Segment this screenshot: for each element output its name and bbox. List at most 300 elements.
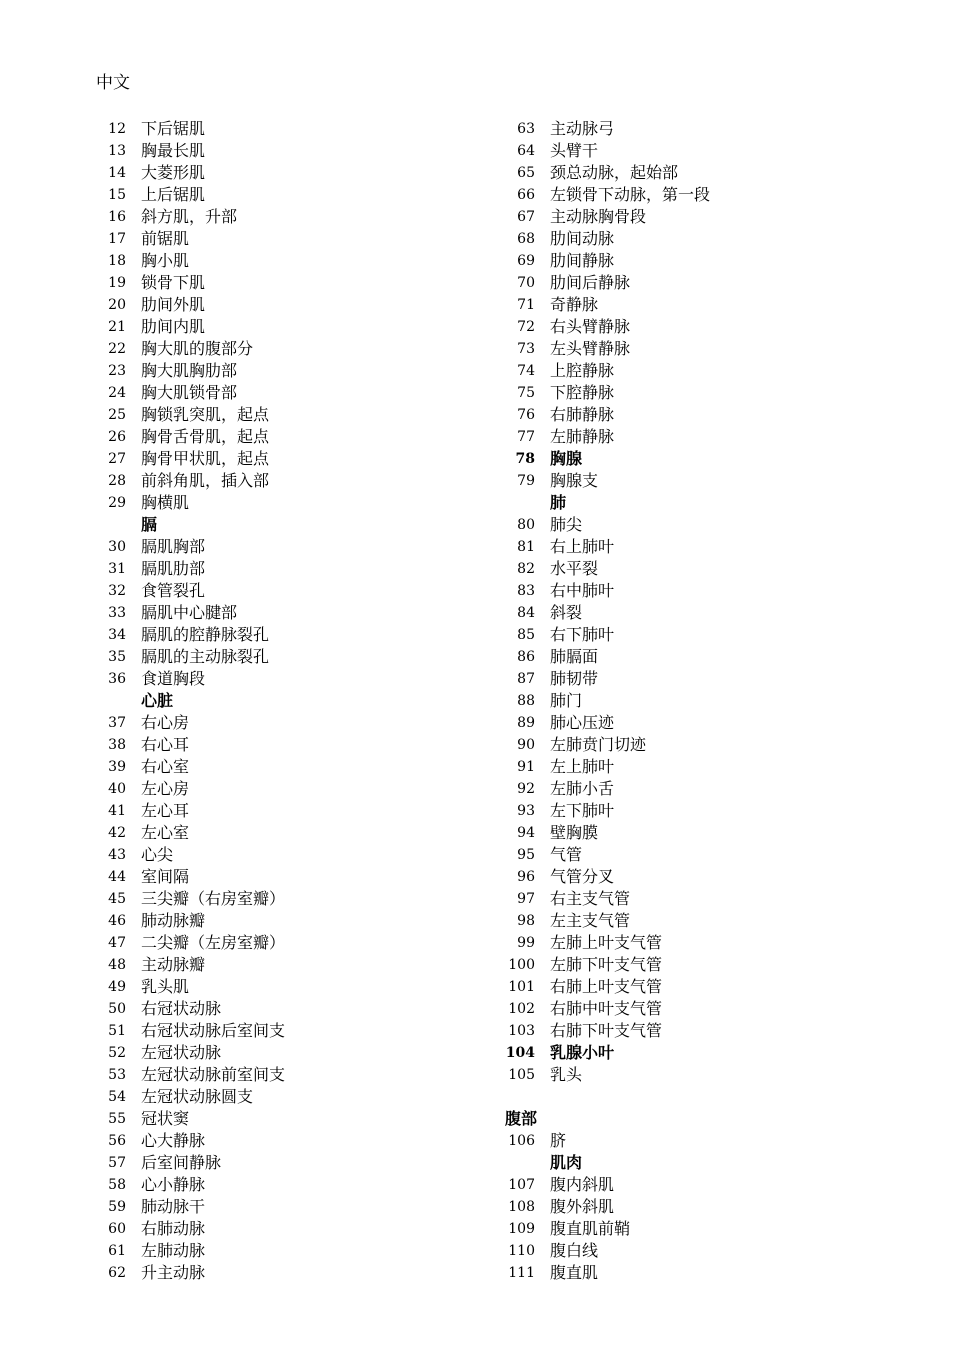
list-item [96,646,496,668]
item-label: 左心室 [141,823,190,842]
list-item [505,844,925,866]
item-number: 110 [508,1243,535,1259]
item-label: 左冠状动脉圆支 [141,1087,254,1106]
list-item [505,206,925,228]
item-number: 103 [508,1023,535,1039]
item-number: 63 [517,121,535,137]
item-number: 55 [108,1111,126,1127]
list-item [96,1042,496,1064]
item-number: 27 [108,451,126,467]
list-item [505,822,925,844]
list-item [505,1218,925,1240]
list-item [505,228,925,250]
item-label: 肺尖 [550,515,583,534]
item-label: 上腔静脉 [550,361,615,380]
item-label: 食道胸段 [141,669,206,688]
list-item [505,624,925,646]
item-number: 58 [108,1177,126,1193]
item-label: 胸大肌的腹部分 [141,339,254,358]
list-item [96,1196,496,1218]
item-label: 膈肌的主动脉裂孔 [141,647,270,666]
item-label: 主动脉弓 [550,119,615,138]
section-heading [505,1108,925,1130]
item-number: 34 [108,627,126,643]
item-label: 右心房 [141,713,190,732]
item-number: 60 [108,1221,126,1237]
item-number: 78 [515,451,535,467]
item-label: 左肺动脉 [141,1241,206,1260]
item-number: 41 [108,803,126,819]
item-label: 下腔静脉 [550,383,615,402]
list-item [505,1196,925,1218]
item-number: 21 [108,319,126,335]
item-number: 45 [108,891,126,907]
item-number: 24 [108,385,126,401]
list-item [96,602,496,624]
list-item [505,1130,925,1152]
list-item [96,492,496,514]
item-number: 102 [508,1001,535,1017]
item-number: 12 [108,121,126,137]
item-number: 65 [517,165,535,181]
item-number: 26 [108,429,126,445]
list-item [96,932,496,954]
item-label: 左肺贲门切迹 [550,735,647,754]
list-item [96,668,496,690]
item-number: 72 [517,319,535,335]
item-number: 107 [508,1177,535,1193]
item-label: 斜裂 [550,603,583,622]
list-item [505,272,925,294]
item-number: 17 [108,231,126,247]
item-number: 95 [517,847,535,863]
item-number: 30 [108,539,126,555]
item-number: 18 [108,253,126,269]
list-item [96,206,496,228]
item-number: 39 [108,759,126,775]
item-label: 乳头 [550,1065,583,1084]
item-label: 胸骨甲状肌，起点 [141,449,270,468]
item-label: 胸横肌 [141,493,190,512]
subsection-heading [505,492,925,514]
item-label: 胸锁乳突肌，起点 [141,405,270,424]
item-number: 87 [517,671,535,687]
item-label: 膈肌胸部 [141,537,206,556]
list-item [505,140,925,162]
list-item [505,976,925,998]
item-label: 膈肌中心腱部 [141,603,238,622]
list-item [505,1240,925,1262]
item-number: 76 [517,407,535,423]
item-label: 大菱形肌 [141,163,206,182]
item-label: 冠状窦 [141,1109,190,1128]
list-item [96,1064,496,1086]
list-item [96,822,496,844]
item-number: 68 [517,231,535,247]
item-number: 85 [517,627,535,643]
item-number: 94 [517,825,535,841]
item-number: 111 [508,1265,535,1281]
item-number: 73 [517,341,535,357]
item-number: 97 [517,891,535,907]
right-column-list [505,118,925,1284]
item-number: 52 [108,1045,126,1061]
list-item [505,448,925,470]
item-label: 右主支气管 [550,889,631,908]
list-item [96,712,496,734]
item-number: 86 [517,649,535,665]
list-item [96,800,496,822]
item-label: 右中肺叶 [550,581,615,600]
item-number: 43 [108,847,126,863]
list-item [505,558,925,580]
list-item [96,118,496,140]
item-number: 64 [517,143,535,159]
item-number: 59 [108,1199,126,1215]
item-label: 后室间静脉 [141,1153,222,1172]
item-number: 40 [108,781,126,797]
list-item [505,932,925,954]
item-number: 82 [517,561,535,577]
item-number: 15 [108,187,126,203]
item-number: 28 [108,473,126,489]
item-label: 水平裂 [550,559,599,578]
item-number: 79 [517,473,535,489]
list-item [96,316,496,338]
item-number: 20 [108,297,126,313]
list-item [505,690,925,712]
item-number: 37 [108,715,126,731]
list-item [96,162,496,184]
item-label: 胸大肌锁骨部 [141,383,238,402]
list-item [96,844,496,866]
item-label: 左主支气管 [550,911,631,930]
item-label: 右上肺叶 [550,537,615,556]
item-number: 69 [517,253,535,269]
item-number: 56 [108,1133,126,1149]
list-item [505,800,925,822]
list-item [505,536,925,558]
item-label: 左上肺叶 [550,757,615,776]
item-label: 胸最长肌 [141,141,206,160]
item-label: 肺膈面 [550,647,599,666]
list-item [505,118,925,140]
item-number: 36 [108,671,126,687]
item-number: 90 [517,737,535,753]
item-number: 31 [108,561,126,577]
item-number: 14 [108,165,126,181]
list-item [505,866,925,888]
list-item [96,250,496,272]
item-label: 膈 [141,515,158,534]
item-label: 肋间外肌 [141,295,206,314]
list-item [505,756,925,778]
list-item [96,1218,496,1240]
item-number: 98 [517,913,535,929]
item-label: 腹白线 [550,1241,599,1260]
list-item [96,624,496,646]
item-number: 75 [517,385,535,401]
item-number: 105 [508,1067,535,1083]
list-item [96,954,496,976]
item-label: 心尖 [141,845,174,864]
item-number: 67 [517,209,535,225]
item-label: 胸小肌 [141,251,190,270]
item-label: 锁骨下肌 [141,273,206,292]
list-item [96,976,496,998]
item-label: 肺门 [550,691,583,710]
item-label: 左心耳 [141,801,190,820]
list-item [505,250,925,272]
list-item [505,668,925,690]
list-item [505,646,925,668]
item-label: 腹直肌 [550,1263,599,1282]
item-number: 96 [517,869,535,885]
list-item [505,470,925,492]
list-item [505,514,925,536]
item-number: 62 [108,1265,126,1281]
item-number: 71 [517,297,535,313]
item-label: 膈肌肋部 [141,559,206,578]
item-number: 46 [108,913,126,929]
item-number: 35 [108,649,126,665]
list-item [96,382,496,404]
item-label: 气管分叉 [550,867,615,886]
list-item [96,536,496,558]
item-label: 二尖瓣（左房室瓣） [141,933,286,952]
list-item [96,1152,496,1174]
item-label: 腹外斜肌 [550,1197,615,1216]
item-number: 32 [108,583,126,599]
list-item [505,404,925,426]
item-label: 左肺静脉 [550,427,615,446]
item-number: 109 [508,1221,535,1237]
list-item [96,272,496,294]
item-label: 肺动脉干 [141,1197,206,1216]
item-number: 23 [108,363,126,379]
page-title: 中文 [96,73,130,93]
item-label: 右冠状动脉 [141,999,222,1018]
list-item [505,360,925,382]
item-number: 51 [108,1023,126,1039]
item-number: 81 [517,539,535,555]
item-label: 肺韧带 [550,669,599,688]
list-item [505,602,925,624]
item-label: 肺动脉瓣 [141,911,206,930]
item-label: 食管裂孔 [141,581,206,600]
list-item [96,426,496,448]
item-number: 108 [508,1199,535,1215]
list-item [505,316,925,338]
item-number: 57 [108,1155,126,1171]
item-label: 肋间动脉 [550,229,615,248]
item-label: 上后锯肌 [141,185,206,204]
item-label: 左肺上叶支气管 [550,933,663,952]
item-number: 44 [108,869,126,885]
list-item [505,580,925,602]
item-number: 89 [517,715,535,731]
list-item [505,778,925,800]
item-label: 右肺中叶支气管 [550,999,663,1018]
item-label: 胸骨舌骨肌，起点 [141,427,270,446]
item-number: 66 [517,187,535,203]
list-item [505,382,925,404]
item-label: 腹部 [505,1109,538,1128]
list-item [96,470,496,492]
item-label: 奇静脉 [550,295,599,314]
item-number: 61 [108,1243,126,1259]
list-item [96,580,496,602]
item-number: 101 [508,979,535,995]
item-number: 16 [108,209,126,225]
item-label: 右心耳 [141,735,190,754]
list-item [505,734,925,756]
list-item [505,712,925,734]
item-label: 左冠状动脉 [141,1043,222,1062]
item-label: 右心室 [141,757,190,776]
list-item [96,1130,496,1152]
item-label: 肺心压迹 [550,713,615,732]
list-item [96,228,496,250]
item-number: 49 [108,979,126,995]
item-number: 38 [108,737,126,753]
item-label: 右下肺叶 [550,625,615,644]
item-label: 主动脉胸骨段 [550,207,647,226]
item-label: 前斜角肌，插入部 [141,471,270,490]
list-item [505,888,925,910]
item-label: 气管 [550,845,583,864]
item-label: 腹直肌前鞘 [550,1219,631,1238]
list-item [96,734,496,756]
list-item [96,998,496,1020]
item-label: 乳腺小叶 [550,1043,615,1062]
item-number: 29 [108,495,126,511]
list-item [96,778,496,800]
item-label: 肺 [550,493,567,512]
item-label: 右肺静脉 [550,405,615,424]
item-number: 91 [517,759,535,775]
item-number: 104 [505,1045,535,1061]
item-label: 颈总动脉，起始部 [550,163,679,182]
subsection-heading [96,690,496,712]
subsection-heading [505,1152,925,1174]
list-item [505,954,925,976]
item-label: 左心房 [141,779,190,798]
item-number: 47 [108,935,126,951]
list-item [505,1174,925,1196]
item-label: 乳头肌 [141,977,190,996]
item-number: 22 [108,341,126,357]
item-label: 右肺动脉 [141,1219,206,1238]
list-item [96,360,496,382]
item-label: 下后锯肌 [141,119,206,138]
list-item [505,1064,925,1086]
list-item [96,1240,496,1262]
item-label: 脐 [550,1131,567,1150]
item-number: 70 [517,275,535,291]
item-label: 室间隔 [141,867,190,886]
item-label: 肋间后静脉 [550,273,631,292]
list-item [96,558,496,580]
item-label: 斜方肌，升部 [141,207,238,226]
item-label: 右肺上叶支气管 [550,977,663,996]
item-label: 三尖瓣（右房室瓣） [141,889,286,908]
list-item [96,404,496,426]
item-number: 74 [517,363,535,379]
item-number: 13 [108,143,126,159]
item-number: 53 [108,1067,126,1083]
item-number: 77 [517,429,535,445]
item-label: 左头臂静脉 [550,339,631,358]
item-label: 右头臂静脉 [550,317,631,336]
item-label: 肋间内肌 [141,317,206,336]
item-number: 93 [517,803,535,819]
item-number: 50 [108,1001,126,1017]
item-number: 42 [108,825,126,841]
list-item [96,294,496,316]
list-item [96,910,496,932]
item-label: 右冠状动脉后室间支 [141,1021,286,1040]
list-item [96,448,496,470]
item-label: 心脏 [141,691,174,710]
list-item [96,1174,496,1196]
list-item [96,888,496,910]
item-label: 胸大肌胸肋部 [141,361,238,380]
item-label: 膈肌的腔静脉裂孔 [141,625,270,644]
item-label: 右肺下叶支气管 [550,1021,663,1040]
item-label: 胸腺支 [550,471,599,490]
list-item [505,998,925,1020]
item-number: 92 [517,781,535,797]
item-number: 83 [517,583,535,599]
list-item [96,1108,496,1130]
item-label: 头臂干 [550,141,599,160]
list-item [505,338,925,360]
item-label: 心小静脉 [141,1175,206,1194]
item-label: 肌肉 [550,1153,583,1172]
item-label: 左冠状动脉前室间支 [141,1065,286,1084]
list-item [505,162,925,184]
subsection-heading [96,514,496,536]
item-number: 84 [517,605,535,621]
item-number: 106 [508,1133,535,1149]
item-number: 25 [108,407,126,423]
item-number: 33 [108,605,126,621]
list-item [505,1262,925,1284]
list-item [96,866,496,888]
item-label: 左下肺叶 [550,801,615,820]
item-number: 100 [508,957,535,973]
item-label: 升主动脉 [141,1263,206,1282]
list-item [96,184,496,206]
item-label: 肋间静脉 [550,251,615,270]
list-item [505,426,925,448]
item-number: 80 [517,517,535,533]
left-column-list [96,118,496,1284]
list-item [505,1020,925,1042]
item-number: 88 [517,693,535,709]
list-item [505,1042,925,1064]
list-item [96,140,496,162]
blank-line [505,1086,925,1108]
list-item [505,184,925,206]
item-label: 壁胸膜 [550,823,599,842]
item-label: 主动脉瓣 [141,955,206,974]
list-item [96,1262,496,1284]
list-item [505,294,925,316]
list-item [96,1020,496,1042]
item-label: 胸腺 [550,449,583,468]
